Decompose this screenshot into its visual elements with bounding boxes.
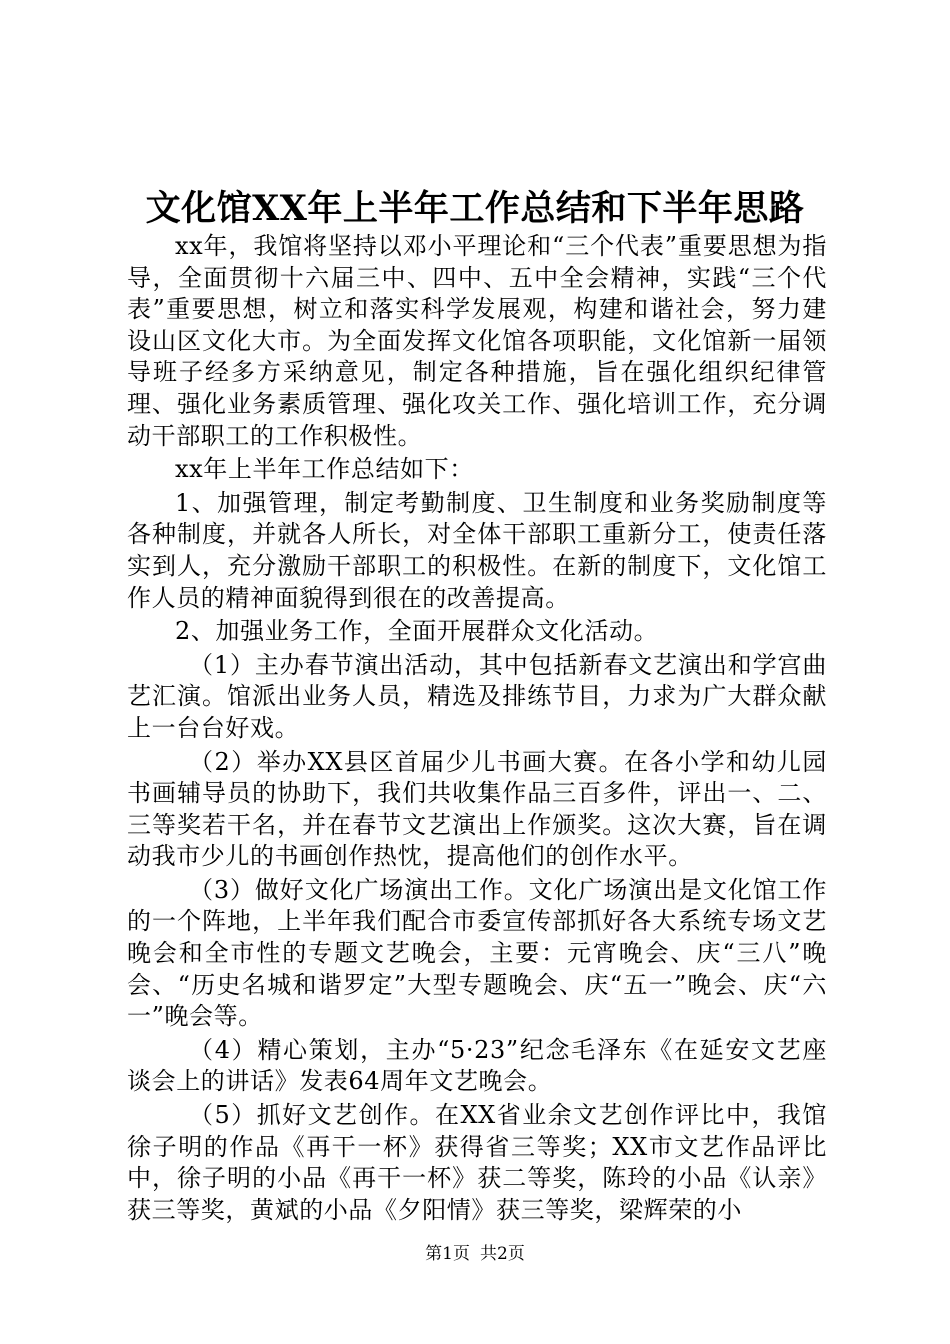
paragraph-subitem-1: （1）主办春节演出活动，其中包括新春文艺演出和学宫曲艺汇演。馆派出业务人员，精选及排练节目，力求为广大群众献上一台台好戏。 <box>127 650 827 742</box>
page-total: 共2页 <box>480 1244 525 1264</box>
paragraph-item-1: 1、加强管理，制定考勤制度、卫生制度和业务奖励制度等各种制度，并就各人所长，对全体干部职工重新分工，使责任落实到人，充分激励干部职工的积极性。在新的制度下，文化馆工作人员的精神面貌得到很在的改善提高。 <box>127 488 827 612</box>
paragraph-item-2: 2、加强业务工作，全面开展群众文化活动。 <box>175 617 659 646</box>
page-footer <box>0 1242 950 1266</box>
paragraph-subitem-4: （4）精心策划，主办“5·23”纪念毛泽东《在延安文艺座谈会上的讲话》发表64周年文艺晚会。 <box>127 1035 827 1096</box>
paragraph-subitem-3: （3）做好文化广场演出工作。文化广场演出是文化馆工作的一个阵地，上半年我们配合市委宣传部抓好各大系统专场文艺晚会和全市性的专题文艺晚会，主要：元宵晚会、庆“三八”晚会、“历史名城和谐罗定”大型专题晚会、庆“五一”晚会、庆“六一”晚会等。 <box>127 875 827 1031</box>
document-title: 文化馆XX年上半年工作总结和下半年思路 <box>145 188 805 229</box>
paragraph-summary-heading: xx年上半年工作总结如下： <box>175 455 474 484</box>
paragraph-subitem-5: （5）抓好文艺创作。在XX省业余文艺创作评比中，我馆徐子明的作品《再干一杯》获得省三等奖；XX市文艺作品评比中，徐子明的小品《再干一杯》获二等奖，陈玲的小品《认亲》获三等奖，黄斌的小品《夕阳情》获三等奖，梁辉荣的小 <box>127 1101 827 1224</box>
page-number: 第1页 <box>425 1244 470 1264</box>
document-body <box>127 231 827 1226</box>
paragraph-subitem-2: （2）举办XX县区首届少儿书画大赛。在各小学和幼儿园书画辅导员的协助下，我们共收集作品三百多件，评出一、二、三等奖若干名，并在春节文艺演出上作颁奖。这次大赛，旨在调动我市少儿的书画创作热忱，提高他们的创作水平。 <box>127 747 827 871</box>
paragraph-intro: xx年，我馆将坚持以邓小平理论和“三个代表”重要思想为指导，全面贯彻十六届三中、四中、五中全会精神，实践“三个代表”重要思想，树立和落实科学发展观，构建和谐社会，努力建设山区文化大市。为全面发挥文化馆各项职能，文化馆新一届领导班子经多方采纳意见，制定各种措施，旨在强化组织纪律管理、强化业务素质管理、强化攻关工作、强化培训工作，充分调动干部职工的工作积极性。 <box>127 232 827 450</box>
